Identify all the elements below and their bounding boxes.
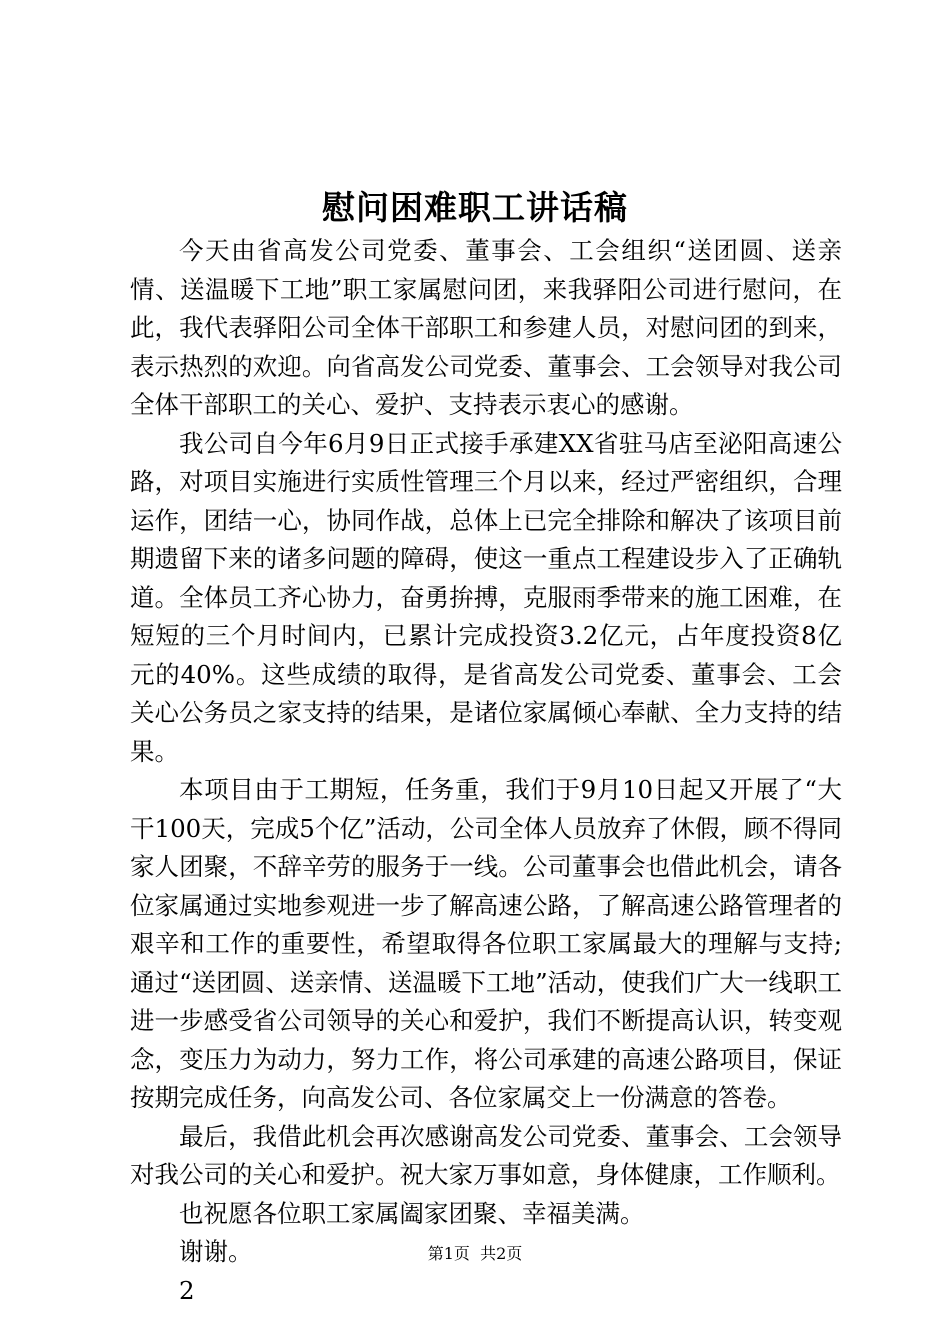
paragraph-thanks: 最后，我借此机会再次感谢高发公司党委、董事会、工会领导对我公司的关心和爱护。祝大家万事如意，身体健康，工作顺利。 — [130, 1121, 842, 1189]
paragraph-wishes: 也祝愿各位职工家属阖家团聚、幸福美满。 — [179, 1198, 645, 1228]
page-number-label: 第1页 共2页 — [427, 1244, 523, 1263]
document-body — [130, 232, 842, 1310]
paragraph-number: 2 — [179, 1275, 195, 1305]
paragraph-progress: 我公司自今年6月9日正式接手承建XX省驻马店至泌阳高速公路，对项目实施进行实质性管理三个月以来，经过严密组织，合理运作，团结一心，协同作战，总体上已完全排除和解决了该项目前期遗留下来的诸多问题的障碍，使这一重点工程建设步入了正确轨道。全体员工齐心协力，奋勇拚搏，克服雨季带来的施工困难，在短短的三个月时间内，已累计完成投资3.2亿元，占年度投资8亿元的40%。这些成绩的取得，是省高发公司党委、董事会、工会关心公务员之家支持的结果，是诸位家属倾心奉献、全力支持的结果。 — [130, 428, 842, 766]
paragraph-campaign: 本项目由于工期短，任务重，我们于9月10日起又开展了“大干100天，完成5个亿”活动，公司全体人员放弃了休假，顾不得同家人团聚，不辞辛劳的服务于一线。公司董事会也借此机会，请各位家属通过实地参观进一步了解高速公路，了解高速公路管理者的艰辛和工作的重要性，希望取得各位职工家属最大的理解与支持;通过“送团圆、送亲情、送温暖下工地”活动，使我们广大一线职工进一步感受省公司领导的关心和爱护，我们不断提高认识，转变观念，变压力为动力，努力工作，将公司承建的高速公路项目，保证按期完成任务，向高发公司、各位家属交上一份满意的答卷。 — [130, 775, 842, 1112]
page-footer — [0, 1242, 950, 1266]
paragraph-welcome: 今天由省高发公司党委、董事会、工会组织“送团圆、送亲情、送温暖下工地”职工家属慰问团，来我驿阳公司进行慰问，在此，我代表驿阳公司全体干部职工和参建人员，对慰问团的到来，表示热烈的欢迎。向省高发公司党委、董事会、工会领导对我公司全体干部职工的关心、爱护、支持表示衷心的感谢。 — [130, 236, 842, 419]
document-title: 慰问困难职工讲话稿 — [322, 188, 628, 227]
paragraph-closing: 谢谢。 — [179, 1237, 253, 1266]
